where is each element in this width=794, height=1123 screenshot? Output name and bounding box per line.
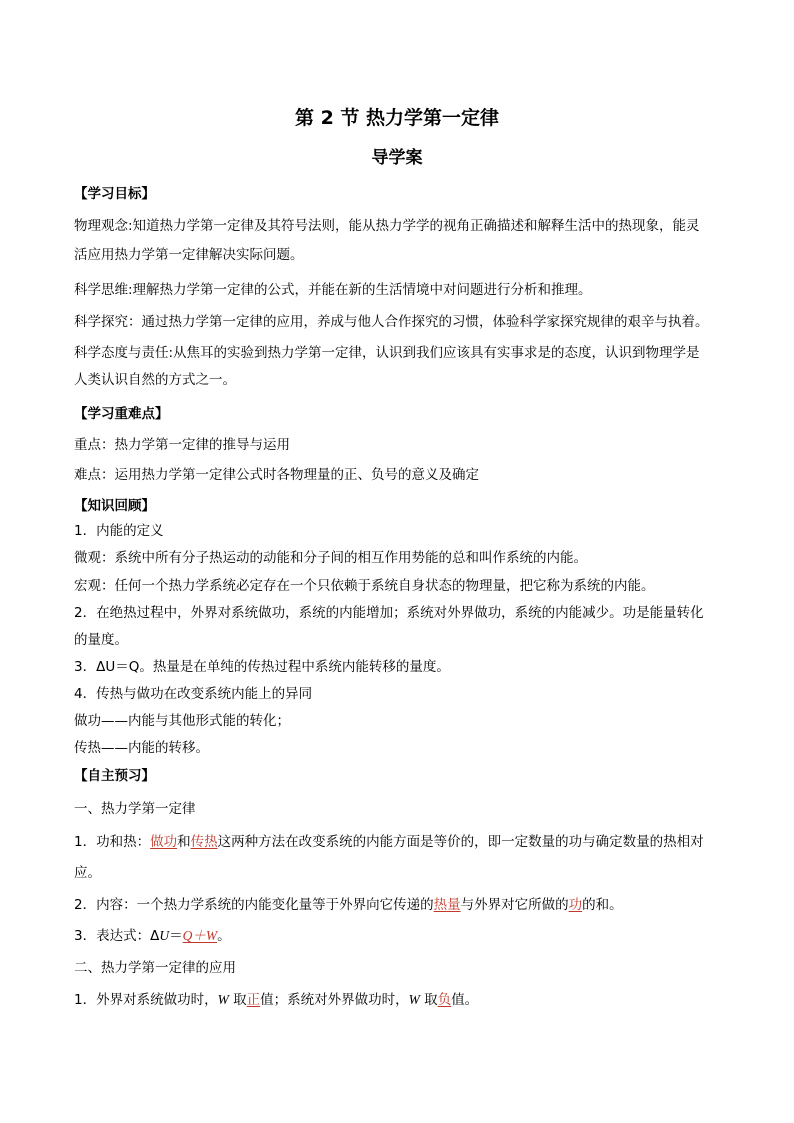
answer-blank: 正 [246, 992, 261, 1008]
keypoint-line: 难点：运用热力学第一定律公式时各物理量的正、负号的意义及确定 [74, 467, 479, 483]
goals-header: 【学习目标】 [74, 186, 155, 202]
keypoints-header: 【学习重难点】 [74, 406, 169, 422]
preview-line: 3．表达式：ΔU＝Q＋W。 [74, 928, 231, 944]
review-line: 的量度。 [74, 632, 128, 648]
review-line: 传热——内能的转移。 [74, 740, 209, 756]
goal-line: 活应用热力学第一定律解决实际问题。 [74, 247, 304, 263]
goal-line: 科学态度与责任:从焦耳的实验到热力学第一定律，认识到我们应该具有实事求是的态度，认识到物理学是 [74, 345, 700, 361]
page-title: 第 2 节 热力学第一定律 [294, 107, 500, 129]
goal-line: 人类认识自然的方式之一。 [74, 372, 236, 388]
review-line: 2．在绝热过程中，外界对系统做功，系统的内能增加；系统对外界做功，系统的内能减少。功是能量转化 [74, 605, 704, 621]
goal-line: 科学探究：通过热力学第一定律的应用，养成与他人合作探究的习惯，体验科学家探究规律的艰辛与执着。 [74, 314, 709, 330]
review-header: 【知识回顾】 [74, 498, 155, 514]
goal-line: 科学思维:理解热力学第一定律的公式，并能在新的生活情境中对问题进行分析和推理。 [74, 282, 592, 298]
page-subtitle: 导学案 [371, 148, 423, 168]
answer-blank: 热量 [433, 897, 461, 913]
review-line: 4．传热与做功在改变系统内能上的异同 [74, 686, 313, 702]
preview-header: 【自主预习】 [74, 768, 155, 784]
review-line: 1．内能的定义 [74, 523, 164, 539]
preview-part-heading: 二、热力学第一定律的应用 [74, 960, 236, 976]
preview-line: 1．功和热：做功和传热这两种方法在改变系统的内能方面是等价的，即一定数量的功与确定数量的热相对 [74, 834, 704, 850]
review-line: 3．ΔU＝Q。热量是在单纯的传热过程中系统内能转移的量度。 [74, 659, 450, 675]
answer-blank: 功 [568, 897, 583, 913]
review-line: 宏观：任何一个热力学系统必定存在一个只依赖于系统自身状态的物理量，把它称为系统的内能。 [74, 578, 655, 594]
preview-line: 1．外界对系统做功时，W 取正值；系统对外界做功时，W 取负值。 [74, 992, 479, 1008]
preview-line: 2．内容：一个热力学系统的内能变化量等于外界向它传递的热量与外界对它所做的功的和。 [74, 897, 623, 913]
answer-blank: Q＋W [182, 928, 218, 943]
review-line: 微观：系统中所有分子热运动的动能和分子间的相互作用势能的总和叫作系统的内能。 [74, 550, 587, 566]
preview-line: 应。 [74, 865, 101, 881]
review-line: 做功——内能与其他形式能的转化； [74, 713, 290, 729]
answer-blank: 负 [437, 992, 452, 1008]
preview-part-heading: 一、热力学第一定律 [74, 801, 196, 817]
keypoint-line: 重点：热力学第一定律的推导与运用 [74, 437, 290, 453]
goal-line: 物理观念:知道热力学第一定律及其符号法则，能从热力学学的视角正确描述和解释生活中的热现象，能灵 [74, 218, 700, 234]
answer-blank: 做功 [150, 834, 178, 850]
answer-blank: 传热 [190, 834, 218, 850]
